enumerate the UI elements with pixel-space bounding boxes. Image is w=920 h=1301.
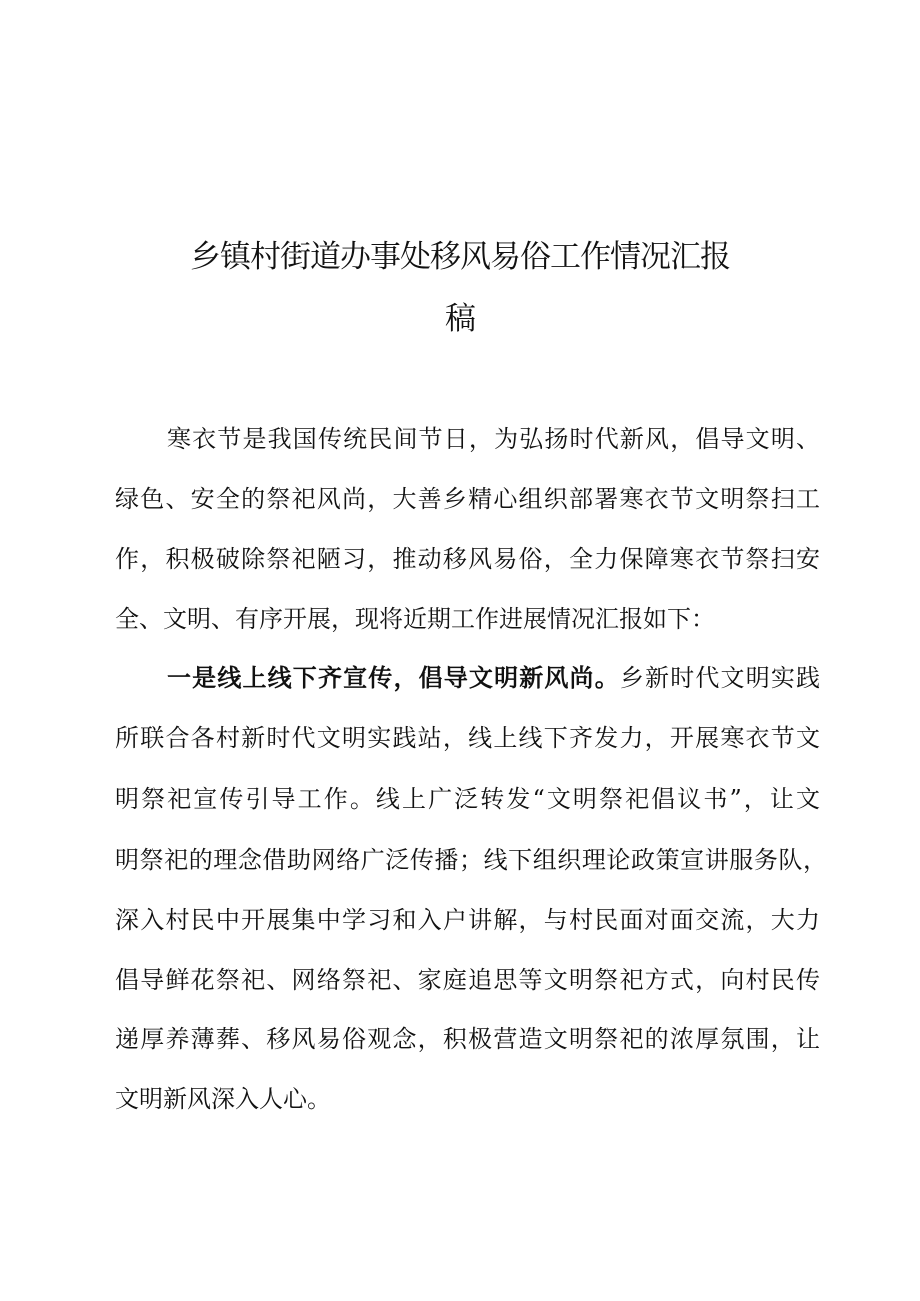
paragraph-2-line-5: 深入村民中开展集中学习和入户讲解，与村民面对面交流，大力 — [115, 906, 820, 934]
document-title-line-2: 稿 — [445, 301, 475, 337]
paragraph-2-line-2: 所联合各村新时代文明实践站，线上线下齐发力，开展寒衣节文 — [115, 724, 820, 752]
paragraph-1-line-1: 寒衣节是我国传统民间节日，为弘扬时代新风，倡导文明、 — [167, 425, 820, 453]
paragraph-2-line-4: 明祭祀的理念借助网络广泛传播；线下组织理论政策宣讲服务队， — [115, 846, 827, 874]
document-title-line-1: 乡镇村街道办事处移风易俗工作情况汇报 — [190, 239, 730, 275]
paragraph-2-first-rest: 乡新时代文明实践 — [619, 664, 821, 692]
paragraph-1-line-3: 作，积极破除祭祀陋习，推动移风易俗，全力保障寒衣节祭扫安 — [115, 545, 820, 573]
paragraph-2-line-7: 递厚养薄葬、移风易俗观念，积极营造文明祭祀的浓厚氛围，让 — [115, 1025, 820, 1053]
paragraph-2-line-6: 倡导鲜花祭祀、网络祭祀、家庭追思等文明祭祀方式，向村民传 — [115, 966, 820, 994]
paragraph-1-line-4: 全、文明、有序开展，现将近期工作进展情况汇报如下： — [115, 605, 715, 633]
paragraph-2-heading: 一是线上线下齐宣传，倡导文明新风尚。 — [167, 664, 620, 692]
paragraph-2-line-8: 文明新风深入人心。 — [115, 1085, 331, 1113]
paragraph-1-line-2: 绿色、安全的祭祀风尚，大善乡精心组织部署寒衣节文明祭扫工 — [115, 485, 820, 513]
paragraph-2-line-1 — [167, 660, 820, 696]
paragraph-2-line-3: 明祭祀宣传引导工作。线上广泛转发“文明祭祀倡议书”，让文 — [115, 785, 820, 813]
